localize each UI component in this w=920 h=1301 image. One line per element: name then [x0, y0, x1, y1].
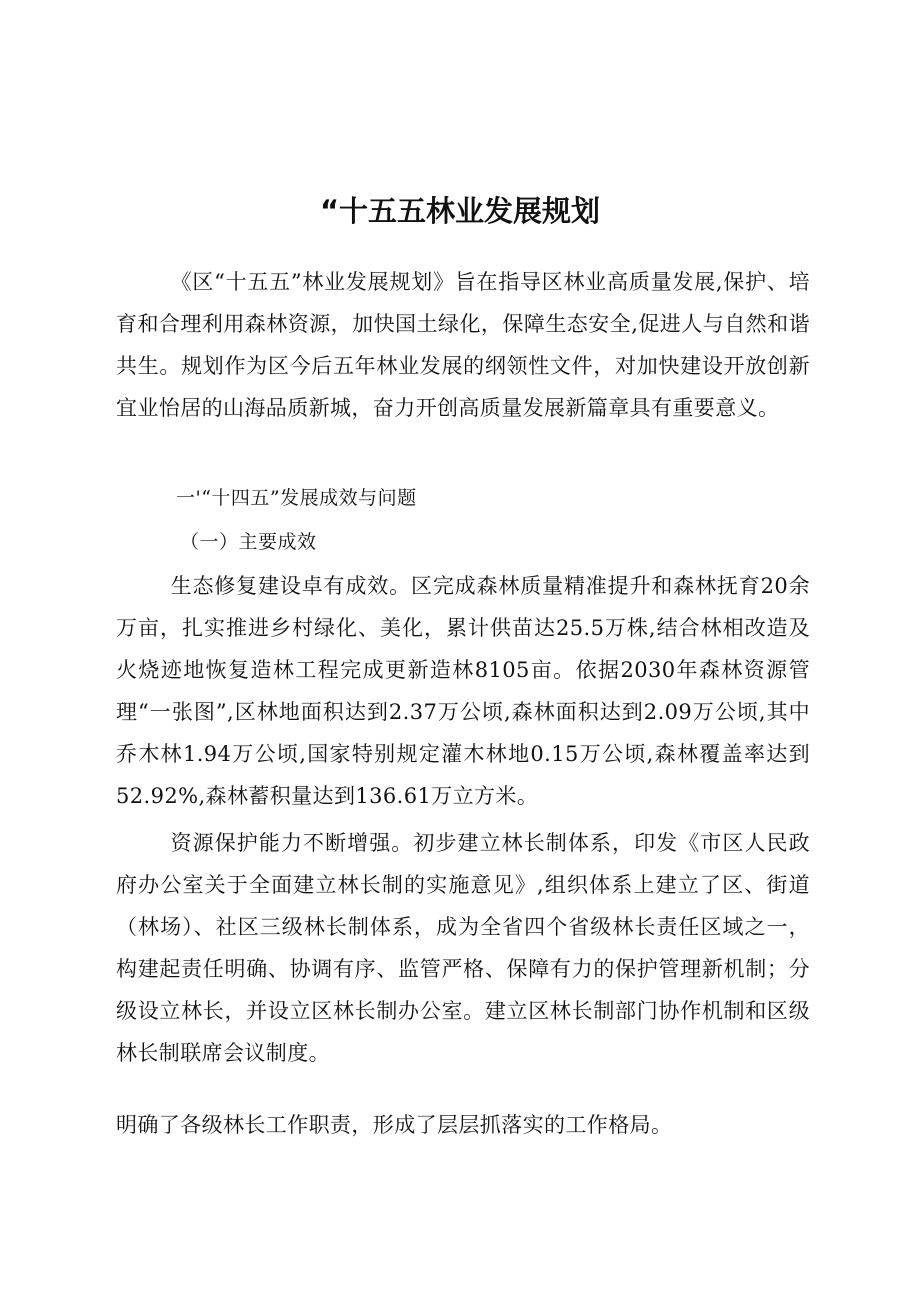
eco-restoration-paragraph: 生态修复建设卓有成效。区完成森林质量精准提升和森林抚育20余万亩，扎实推进乡村绿化、美化，累计供苗达25.5万株,结合林相改造及火烧迹地恢复造林工程完成更新造林8105亩。依据2030年森林资源管理“一张图”,区林地面积达到2.37万公顷,森林面积达到2.09万公顷,其中乔木林1.94万公顷,国家特别规定灌木林地0.15万公顷,森林覆盖率达到52.92%,森林蓄积量达到136.61万立方米。 — [116, 574, 810, 808]
section-heading-1: 一'“十四五”发展成效与问题 — [176, 487, 417, 509]
resource-protection-paragraph: 资源保护能力不断增强。初步建立林长制体系，印发《市区人民政府办公室关于全面建立林长制的实施意见》,组织体系上建立了区、街道（林场）、社区三级林长制体系，成为全省四个省级林长责任区域之一，构建起责任明确、协调有序、监管严格、保障有力的保护管理新机制；分级设立林长，并设立区林长制办公室。建立区林长制部门协作机制和区级林长制联席会议制度。 — [116, 831, 810, 1065]
intro-paragraph: 《区“十五五”林业发展规划》旨在指导区林业高质量发展,保护、培育和合理利用森林资源，加快国土绿化，保障生态安全,促进人与自然和谐共生。规划作为区今后五年林业发展的纲领性文件，对加快建设开放创新宜业怡居的山海品质新城，奋力开创高质量发展新篇章具有重要意义。 — [116, 270, 810, 420]
subsection-heading-1: （一）主要成效 — [180, 531, 317, 553]
closing-paragraph: 明确了各级林长工作职责，形成了层层抓落实的工作格局。 — [116, 1113, 673, 1137]
document-title: “十五五林业发展规划 — [319, 194, 601, 229]
